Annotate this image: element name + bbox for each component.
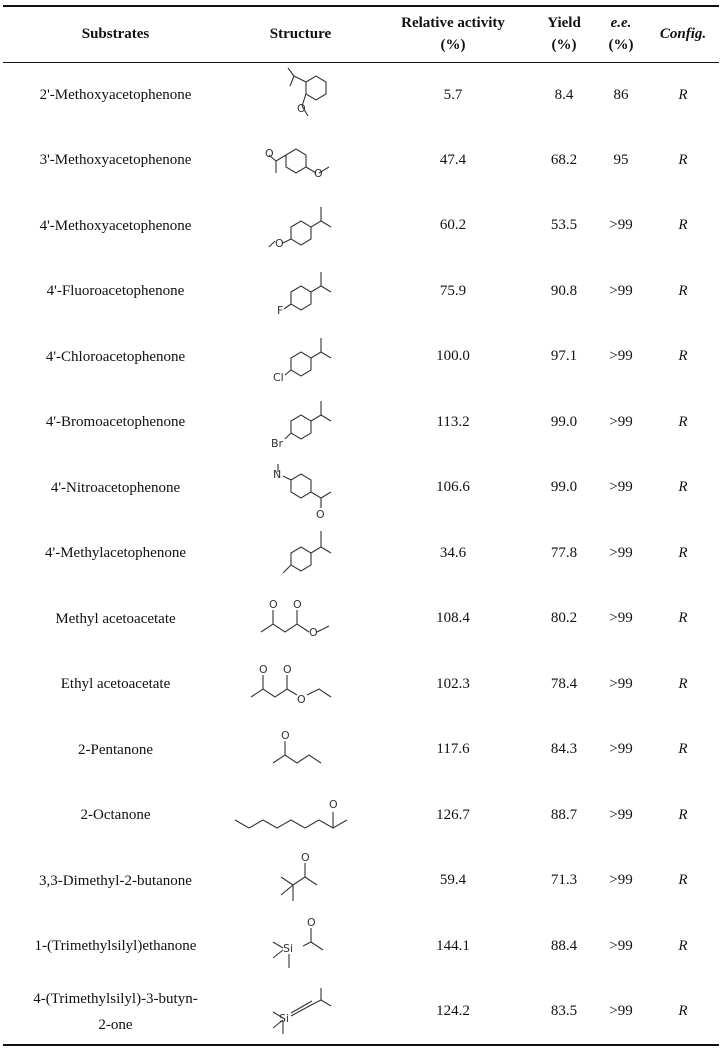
table-row: [3, 455, 719, 521]
config-value: R: [678, 872, 688, 889]
yield-value: 8.4: [554, 86, 574, 103]
oxygen-label: O: [258, 663, 268, 677]
substrate-name: Ethyl acetoacetate: [60, 676, 171, 693]
substrate-name: 4'-Methylacetophenone: [45, 545, 186, 562]
ee-value: >99: [609, 937, 633, 954]
config-value: R: [647, 979, 719, 1045]
header-yield-label: Yield: [547, 15, 581, 32]
yield-value: 71.3: [550, 872, 578, 889]
config-value: R: [678, 86, 688, 103]
activity-value: 75.9: [439, 282, 467, 299]
oxygen-label: O: [264, 147, 274, 161]
table-row: [3, 914, 719, 980]
structure-cell: [228, 259, 373, 325]
table-row: [3, 324, 719, 390]
table-row: [3, 259, 719, 325]
header-yield-unit: (%): [551, 37, 577, 54]
3-methoxyacetophenone-structure: [251, 135, 351, 185]
activity-value: 126.7: [436, 806, 470, 823]
oxygen-label: O: [313, 167, 323, 181]
substrate-name: Methyl acetoacetate: [55, 610, 176, 627]
2-methoxyacetophenone-structure: [256, 66, 346, 124]
oxygen-label: O: [306, 916, 316, 930]
structure-cell: [228, 390, 373, 456]
table-row: [3, 717, 719, 783]
config-value: R: [678, 610, 688, 627]
structure-cell: [228, 979, 373, 1045]
ee-value: >99: [609, 610, 633, 627]
4-chloroacetophenone-structure: [251, 328, 351, 386]
4-bromoacetophenone-structure: [251, 393, 351, 451]
table-row: [3, 128, 719, 194]
substrate-name: 3,3-Dimethyl-2-butanone: [39, 872, 192, 889]
config-value: R: [678, 544, 688, 561]
fluorine-label: F: [276, 304, 283, 318]
structure-cell: [228, 521, 373, 587]
3-3-dimethyl-2-butanone-structure: [251, 851, 351, 911]
oxygen-label: O: [282, 663, 292, 677]
activity-value: 106.6: [436, 479, 470, 496]
table-row: [3, 521, 719, 587]
structure-cell: [228, 586, 373, 652]
structure-cell: [228, 193, 373, 259]
header-relative-activity-label: Relative activity: [401, 15, 505, 32]
config-value: R: [678, 413, 688, 430]
yield-value: 90.8: [550, 282, 578, 299]
oxygen-label: O: [292, 597, 302, 611]
2-pentanone-structure: [251, 725, 351, 775]
substrate-name: 2'-Methoxyacetophenone: [39, 87, 192, 103]
oxygen-label: O: [274, 236, 284, 250]
header-yield: [533, 6, 595, 62]
config-value: R: [678, 348, 688, 365]
methyl-acetoacetate-structure: [251, 594, 351, 644]
config-value: R: [678, 741, 688, 758]
config-value: R: [678, 806, 688, 823]
config-value: R: [678, 937, 688, 954]
ee-value: >99: [609, 348, 633, 365]
oxygen-label: O: [308, 625, 318, 639]
substrate-name: 4'-Nitroacetophenone: [50, 479, 181, 496]
silicon-label: Si: [282, 942, 293, 956]
substrate-name: 4'-Bromoacetophenone: [45, 414, 186, 431]
oxygen-label: O: [300, 850, 310, 864]
header-relative-activity-unit: (%): [440, 37, 466, 54]
yield-value: 99.0: [550, 413, 578, 430]
substrate-name: 4'-Methoxyacetophenone: [39, 217, 192, 234]
substrate-name-line1: 4-(Trimethylsilyl)-3-butyn-: [33, 990, 198, 1007]
ee-value: >99: [609, 741, 633, 758]
yield-value: 99.0: [550, 479, 578, 496]
table-row: [3, 193, 719, 259]
header-relative-activity: [373, 6, 533, 62]
ee-value: >99: [609, 544, 633, 561]
header-substrates: Substrates: [3, 6, 228, 62]
substrate-table: [3, 5, 719, 1046]
trimethylsilyl-ethanone-structure: [251, 916, 351, 976]
substrate-name: [3, 979, 228, 1045]
ee-value: >99: [609, 282, 633, 299]
yield-value: 53.5: [550, 217, 578, 234]
activity-value: 117.6: [436, 741, 470, 758]
table-row: [3, 652, 719, 718]
header-ee-label: e.e.: [610, 15, 632, 32]
2-octanone-structure: [231, 790, 371, 840]
yield-value: 68.2: [550, 151, 578, 168]
yield-value: 80.2: [550, 610, 578, 627]
header-ee: [595, 6, 647, 62]
yield-value: 78.4: [550, 675, 578, 692]
config-value: R: [678, 151, 688, 168]
4-methylacetophenone-structure: [251, 523, 351, 583]
yield-value: 88.7: [550, 806, 578, 823]
substrate-name: 3'-Methoxyacetophenone: [39, 152, 192, 169]
activity-value: 108.4: [436, 610, 470, 627]
yield-value: 83.5: [533, 979, 595, 1045]
header-ee-unit: (%): [608, 37, 634, 54]
nitrogen-label: N: [272, 467, 281, 481]
oxygen-label: O: [328, 798, 338, 812]
ethyl-acetoacetate-structure: [241, 659, 361, 709]
activity-value: 124.2: [373, 979, 533, 1045]
activity-value: 47.4: [439, 151, 467, 168]
ee-value: 95: [613, 151, 629, 168]
ee-value: >99: [609, 413, 633, 430]
yield-value: 97.1: [550, 348, 578, 365]
table-row: [3, 390, 719, 456]
activity-value: 102.3: [436, 675, 470, 692]
table-row: [3, 783, 719, 849]
substrate-name: 4'-Chloroacetophenone: [45, 348, 186, 365]
ee-value: >99: [609, 872, 633, 889]
oxygen-label: O: [296, 102, 306, 115]
ee-value: >99: [609, 479, 633, 496]
yield-value: 84.3: [550, 741, 578, 758]
table-row: [3, 586, 719, 652]
structure-cell: [228, 62, 373, 128]
substrate-name: 4'-Fluoroacetophenone: [46, 283, 185, 300]
substrate-name-line2: 2-one: [98, 1016, 133, 1033]
structure-cell: [228, 783, 373, 849]
ee-value: 86: [613, 86, 629, 103]
config-value: R: [678, 217, 688, 234]
4-methoxyacetophenone-structure: [251, 197, 351, 255]
ee-value: >99: [609, 217, 633, 234]
substrate-name: 2-Octanone: [80, 807, 151, 824]
oxygen-label: O: [296, 693, 306, 707]
ee-value: >99: [609, 675, 633, 692]
activity-value: 59.4: [439, 872, 467, 889]
structure-cell: [228, 128, 373, 194]
structure-cell: [228, 455, 373, 521]
silicon-label: Si: [278, 1011, 289, 1025]
structure-cell: [228, 652, 373, 718]
substrate-name: 1-(Trimethylsilyl)ethanone: [34, 938, 197, 955]
config-value: R: [678, 282, 688, 299]
4-fluoroacetophenone-structure: [251, 262, 351, 320]
config-value: R: [678, 675, 688, 692]
oxygen-label: O: [268, 597, 278, 611]
oxygen-label: O: [280, 728, 290, 742]
activity-value: 60.2: [439, 217, 467, 234]
table-header: [3, 6, 719, 62]
table-row: [3, 848, 719, 914]
table-row: [3, 979, 719, 1045]
header-config: Config.: [647, 6, 719, 62]
activity-value: 144.1: [436, 937, 470, 954]
oxygen-label: O: [315, 507, 325, 518]
header-structure: Structure: [228, 6, 373, 62]
trimethylsilyl-butynone-structure: [251, 982, 351, 1042]
activity-value: 5.7: [443, 86, 463, 103]
ee-value: >99: [609, 806, 633, 823]
substrate-name: 2-Pentanone: [78, 741, 153, 758]
activity-value: 34.6: [439, 544, 467, 561]
chlorine-label: Cl: [272, 370, 284, 384]
structure-cell: [228, 324, 373, 390]
4-nitroacetophenone-structure: [251, 458, 351, 518]
structure-cell: [228, 717, 373, 783]
config-value: R: [678, 479, 688, 496]
ee-value: >99: [595, 979, 647, 1045]
yield-value: 77.8: [550, 544, 578, 561]
structure-cell: [228, 848, 373, 914]
yield-value: 88.4: [550, 937, 578, 954]
table-row: [3, 62, 719, 128]
bromine-label: Br: [270, 437, 283, 451]
structure-cell: [228, 914, 373, 980]
activity-value: 113.2: [436, 413, 470, 430]
activity-value: 100.0: [436, 348, 470, 365]
